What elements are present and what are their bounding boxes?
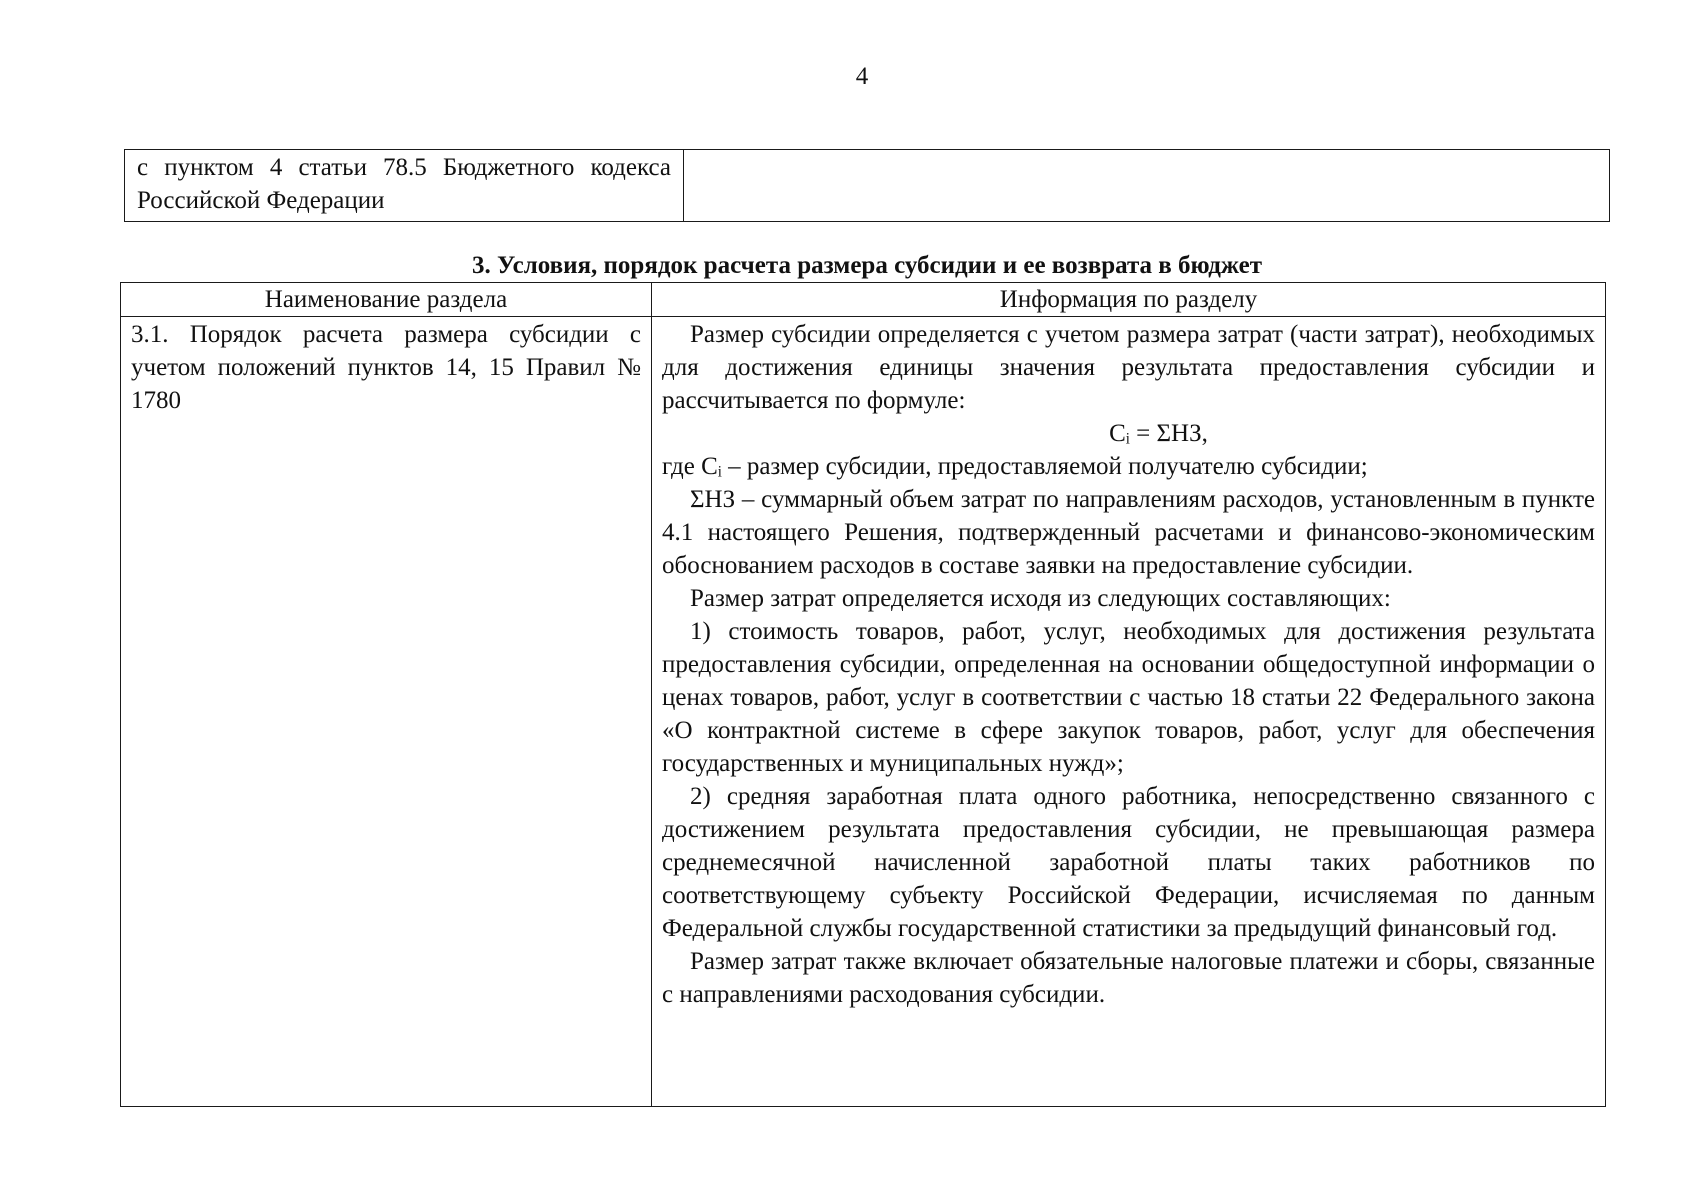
list-item-goods-cost: 1) стоимость товаров, работ, услуг, необходимых для достижения результата предоставления субсидии, определенная на основании общедоступной информации о ценах товаров, работ, услуг в соответствии с частью 18 статьи 22 Федерального закона «О контрактной системе в сфере закупок товаров, работ, услуг для обеспечения государственных и муниципальных нужд»;: [662, 618, 1595, 777]
paragraph-cost-components: Размер затрат определяется исходя из следующих составляющих:: [690, 585, 1391, 612]
continuation-left-cell: с пунктом 4 статьи 78.5 Бюджетного кодекса Российской Федерации: [125, 150, 684, 222]
column-header-section-name: Наименование раздела: [121, 283, 652, 317]
table-row: [125, 150, 1610, 222]
continuation-table: [124, 149, 1610, 222]
formula: Cᵢ = ΣНЗ,: [1109, 420, 1208, 447]
paragraph-formula-definition-snz: ΣНЗ – суммарный объем затрат по направлениям расходов, установленным в пункте 4.1 настоящего Решения, подтвержденный расчетами и финансово-экономическим обоснованием расходов в составе заявки на предоставление субсидии.: [662, 486, 1595, 579]
section-info-cell: [652, 317, 1606, 1107]
paragraph-taxes: Размер затрат также включает обязательные налоговые платежи и сборы, связанные с направлениями расходования субсидии.: [662, 948, 1595, 1008]
section-name-cell: 3.1. Порядок расчета размера субсидии с учетом положений пунктов 14, 15 Правил № 1780: [121, 317, 652, 1107]
column-header-section-info: Информация по разделу: [652, 283, 1606, 317]
page-number: 4: [855, 63, 869, 90]
paragraph-subsidy-size: Размер субсидии определяется с учетом размера затрат (части затрат), необходимых для достижения единицы значения результата предоставления субсидии и рассчитывается по формуле:: [662, 321, 1595, 414]
section-table: [120, 282, 1606, 1107]
table-row: [121, 317, 1606, 1107]
continuation-right-cell: [684, 150, 1610, 222]
section-title: 3. Условия, порядок расчета размера субсидии и ее возврата в бюджет: [471, 252, 1263, 279]
paragraph-formula-definition-c: где Cᵢ – размер субсидии, предоставляемой получателю субсидии;: [662, 453, 1368, 480]
list-item-average-salary: 2) средняя заработная плата одного работника, непосредственно связанного с достижением результата предоставления субсидии, не превышающая размера среднемесячной начисленной заработной платы таких работников по соответствующему субъекту Российской Федерации, исчисляемая по данным Федеральной службы государственной статистики за предыдущий финансовый год.: [662, 783, 1595, 942]
table-header-row: [121, 283, 1606, 317]
